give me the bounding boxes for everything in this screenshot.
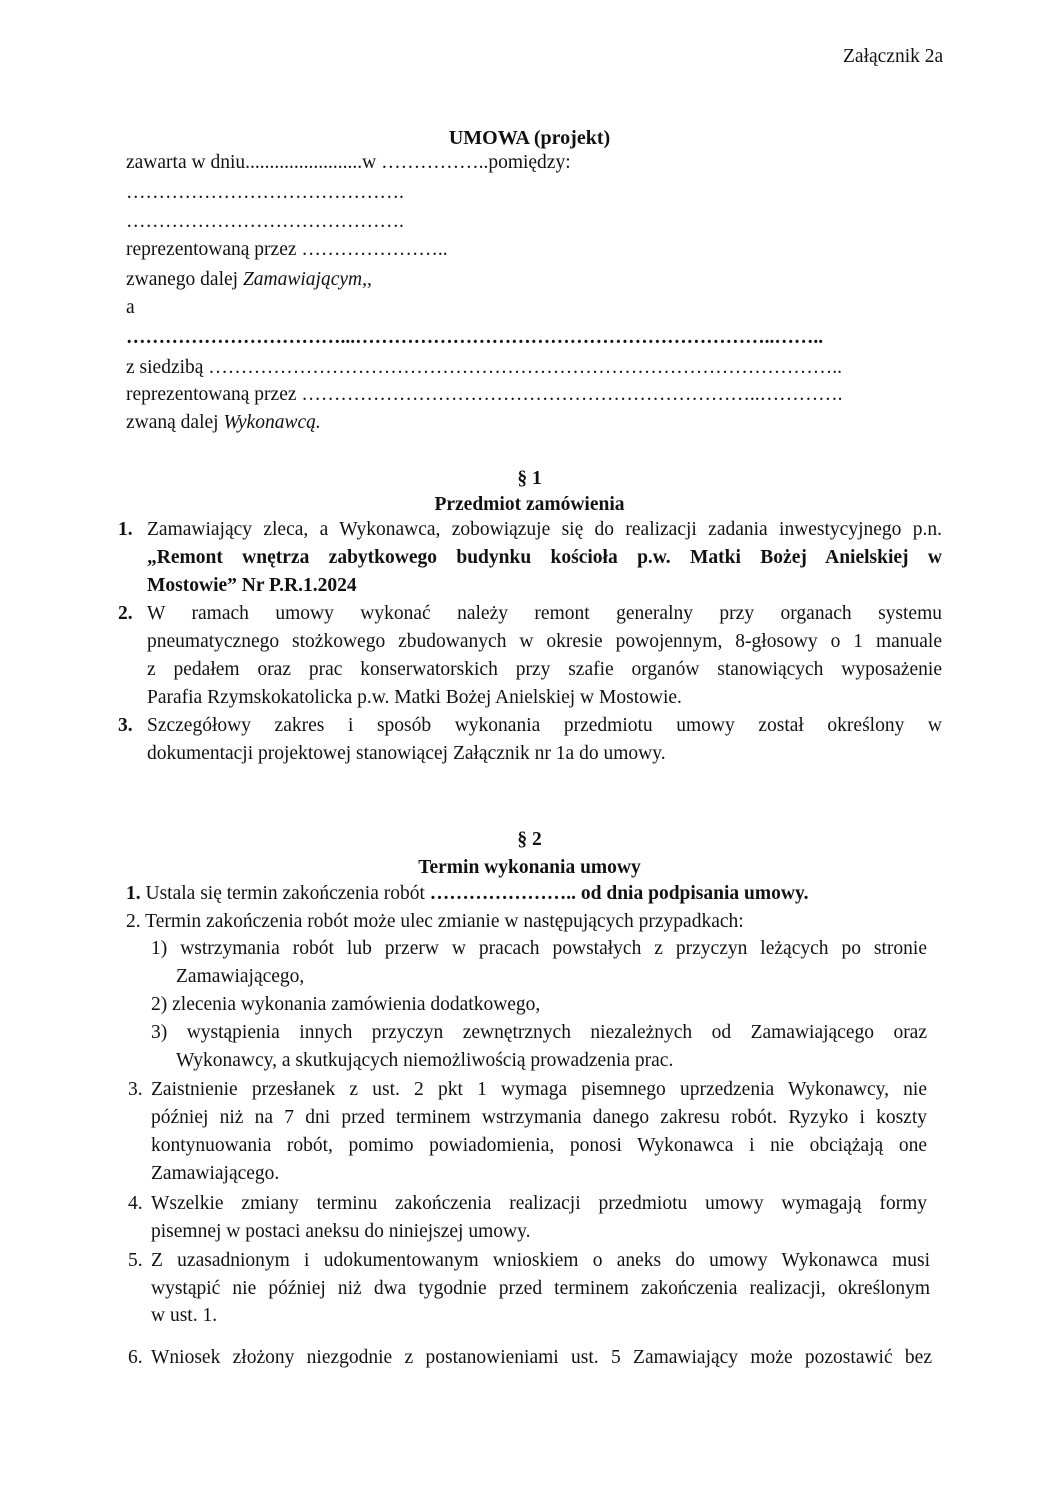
section-2-item-4-line-1: Wszelkie zmiany terminu zakończenia realizacji przedmiotu umowy wymagają formy [151,1193,927,1214]
contractor-name-dots: ……………………………...………………………………………………………..…….. [126,327,824,348]
section-2-item-3-line-2: później niż na 7 dni przed terminem wstrzymania danego zakresu robót. Ryzyko i koszty [151,1107,927,1128]
section-2-item-5-line-3: w ust. 1. [151,1305,218,1326]
section-1-item-number: 3. [118,715,133,736]
ordering-party-alias [126,268,372,292]
contractor-representative: reprezentowaną przez ……………………………………………………………..…………. [126,384,843,405]
ordering-party-name-dots: ……………………………………. [126,182,404,203]
section-2-item-3-line-3: kontynuowania robót, pomimo powiadomienia, ponosi Wykonawca i nie obciążają one [151,1135,927,1156]
section-1-item-number: 2. [118,603,133,624]
section-2-case-3-line-1: 3) wystąpienia innych przyczyn zewnętrznych niezależnych od Zamawiającego oraz [151,1022,927,1043]
section-2-item-number: 3. [128,1079,143,1100]
section-2-item-number: 6. [128,1347,143,1368]
section-2-item-3-line-1: Zaistnienie przesłanek z ust. 2 pkt 1 wymaga pisemnego uprzedzenia Wykonawcy, nie [151,1079,927,1100]
alias-prefix: zwanego dalej [126,269,243,290]
section-1-heading: Przedmiot zamówienia [434,494,625,515]
section-1-item-number: 1. [118,519,133,540]
section-2-item-5-line-1: Z uzasadnionym i udokumentowanym wnioskiem o aneks do umowy Wykonawca musi [151,1250,930,1271]
paragraph-text: Ustala się termin zakończenia robót [140,883,430,904]
ordering-party-address-dots: ……………………………………. [126,211,404,232]
section-1-item-3-line-2: dokumentacji projektowej stanowiącej Załącznik nr 1a do umowy. [147,743,666,764]
paragraph-deadline: ………………….. od dnia podpisania umowy. [429,883,809,904]
section-1-item-1-line-1: Zamawiający zleca, a Wykonawca, zobowiązuje się do realizacji zadania inwestycyjnego p.n. [147,519,942,540]
section-2-case-1-line-1: 1) wstrzymania robót lub przerw w pracach powstałych z przyczyn leżących po stronie [151,938,927,959]
section-1-item-3-line-1: Szczegółowy zakres i sposób wykonania przedmiotu umowy został określony w [147,715,942,736]
section-2-case-3-line-2: Wykonawcy, a skutkujących niemożliwością prowadzenia prac. [176,1050,674,1071]
section-2-item-number: 4. [128,1193,143,1214]
annex-label: Załącznik 2a [843,46,944,67]
alias-name: Wykonawcą. [223,412,321,433]
and-conjunction: a [126,297,135,318]
ordering-party-representative: reprezentowaną przez ………………….. [126,239,448,260]
section-2-item-6-line-1: Wniosek złożony niezgodnie z postanowieniami ust. 5 Zamawiający może pozostawić bez [151,1347,932,1368]
section-2-item-4-line-2: pisemnej w postaci aneksu do niniejszej umowy. [151,1221,531,1242]
section-2-mark: § 2 [517,829,542,850]
alias-name: Zamawiającym,, [242,269,372,290]
section-2-paragraph-2: 2. Termin zakończenia robót może ulec zmianie w następujących przypadkach: [126,911,744,932]
section-2-heading: Termin wykonania umowy [418,857,641,878]
section-2-item-5-line-2: wystąpić nie później niż dwa tygodnie przed terminem zakończenia realizacji, określonym [151,1278,930,1299]
contractor-seat: z siedzibą …………………………………………………………………………………….. [126,357,843,378]
section-1-item-2-line-4: Parafia Rzymskokatolicka p.w. Matki Bożej Anielskiej w Mostowie. [147,687,682,708]
section-2-item-number: 5. [128,1250,143,1271]
alias-prefix: zwaną dalej [126,412,224,433]
paragraph-number: 1. [126,883,141,904]
section-2-item-3-line-4: Zamawiającego. [151,1163,280,1184]
section-1-item-1-line-3: Mostowie” Nr P.R.1.2024 [147,575,357,596]
contractor-alias [126,411,321,435]
section-2-case-1-line-2: Zamawiającego, [176,966,305,987]
document-title: UMOWA (projekt) [448,127,611,149]
section-1-item-2-line-3: z pedałem oraz prac konserwatorskich przy szafie organów stanowiących wyposażenie [147,659,942,680]
section-1-item-2-line-1: W ramach umowy wykonać należy remont generalny przy organach systemu [147,603,942,624]
section-1-mark: § 1 [517,468,542,489]
section-2-paragraph-1 [126,882,809,906]
section-2-case-2: 2) zlecenia wykonania zamówienia dodatkowego, [151,994,541,1015]
contract-date-line: zawarta w dniu........................w ……………..pomiędzy: [126,152,571,173]
section-1-item-2-line-2: pneumatycznego stożkowego zbudowanych w okresie powojennym, 8-głosowy o 1 manuale [147,631,942,652]
section-1-item-1-line-2: „Remont wnętrza zabytkowego budynku kościoła p.w. Matki Bożej Anielskiej w [147,547,942,568]
